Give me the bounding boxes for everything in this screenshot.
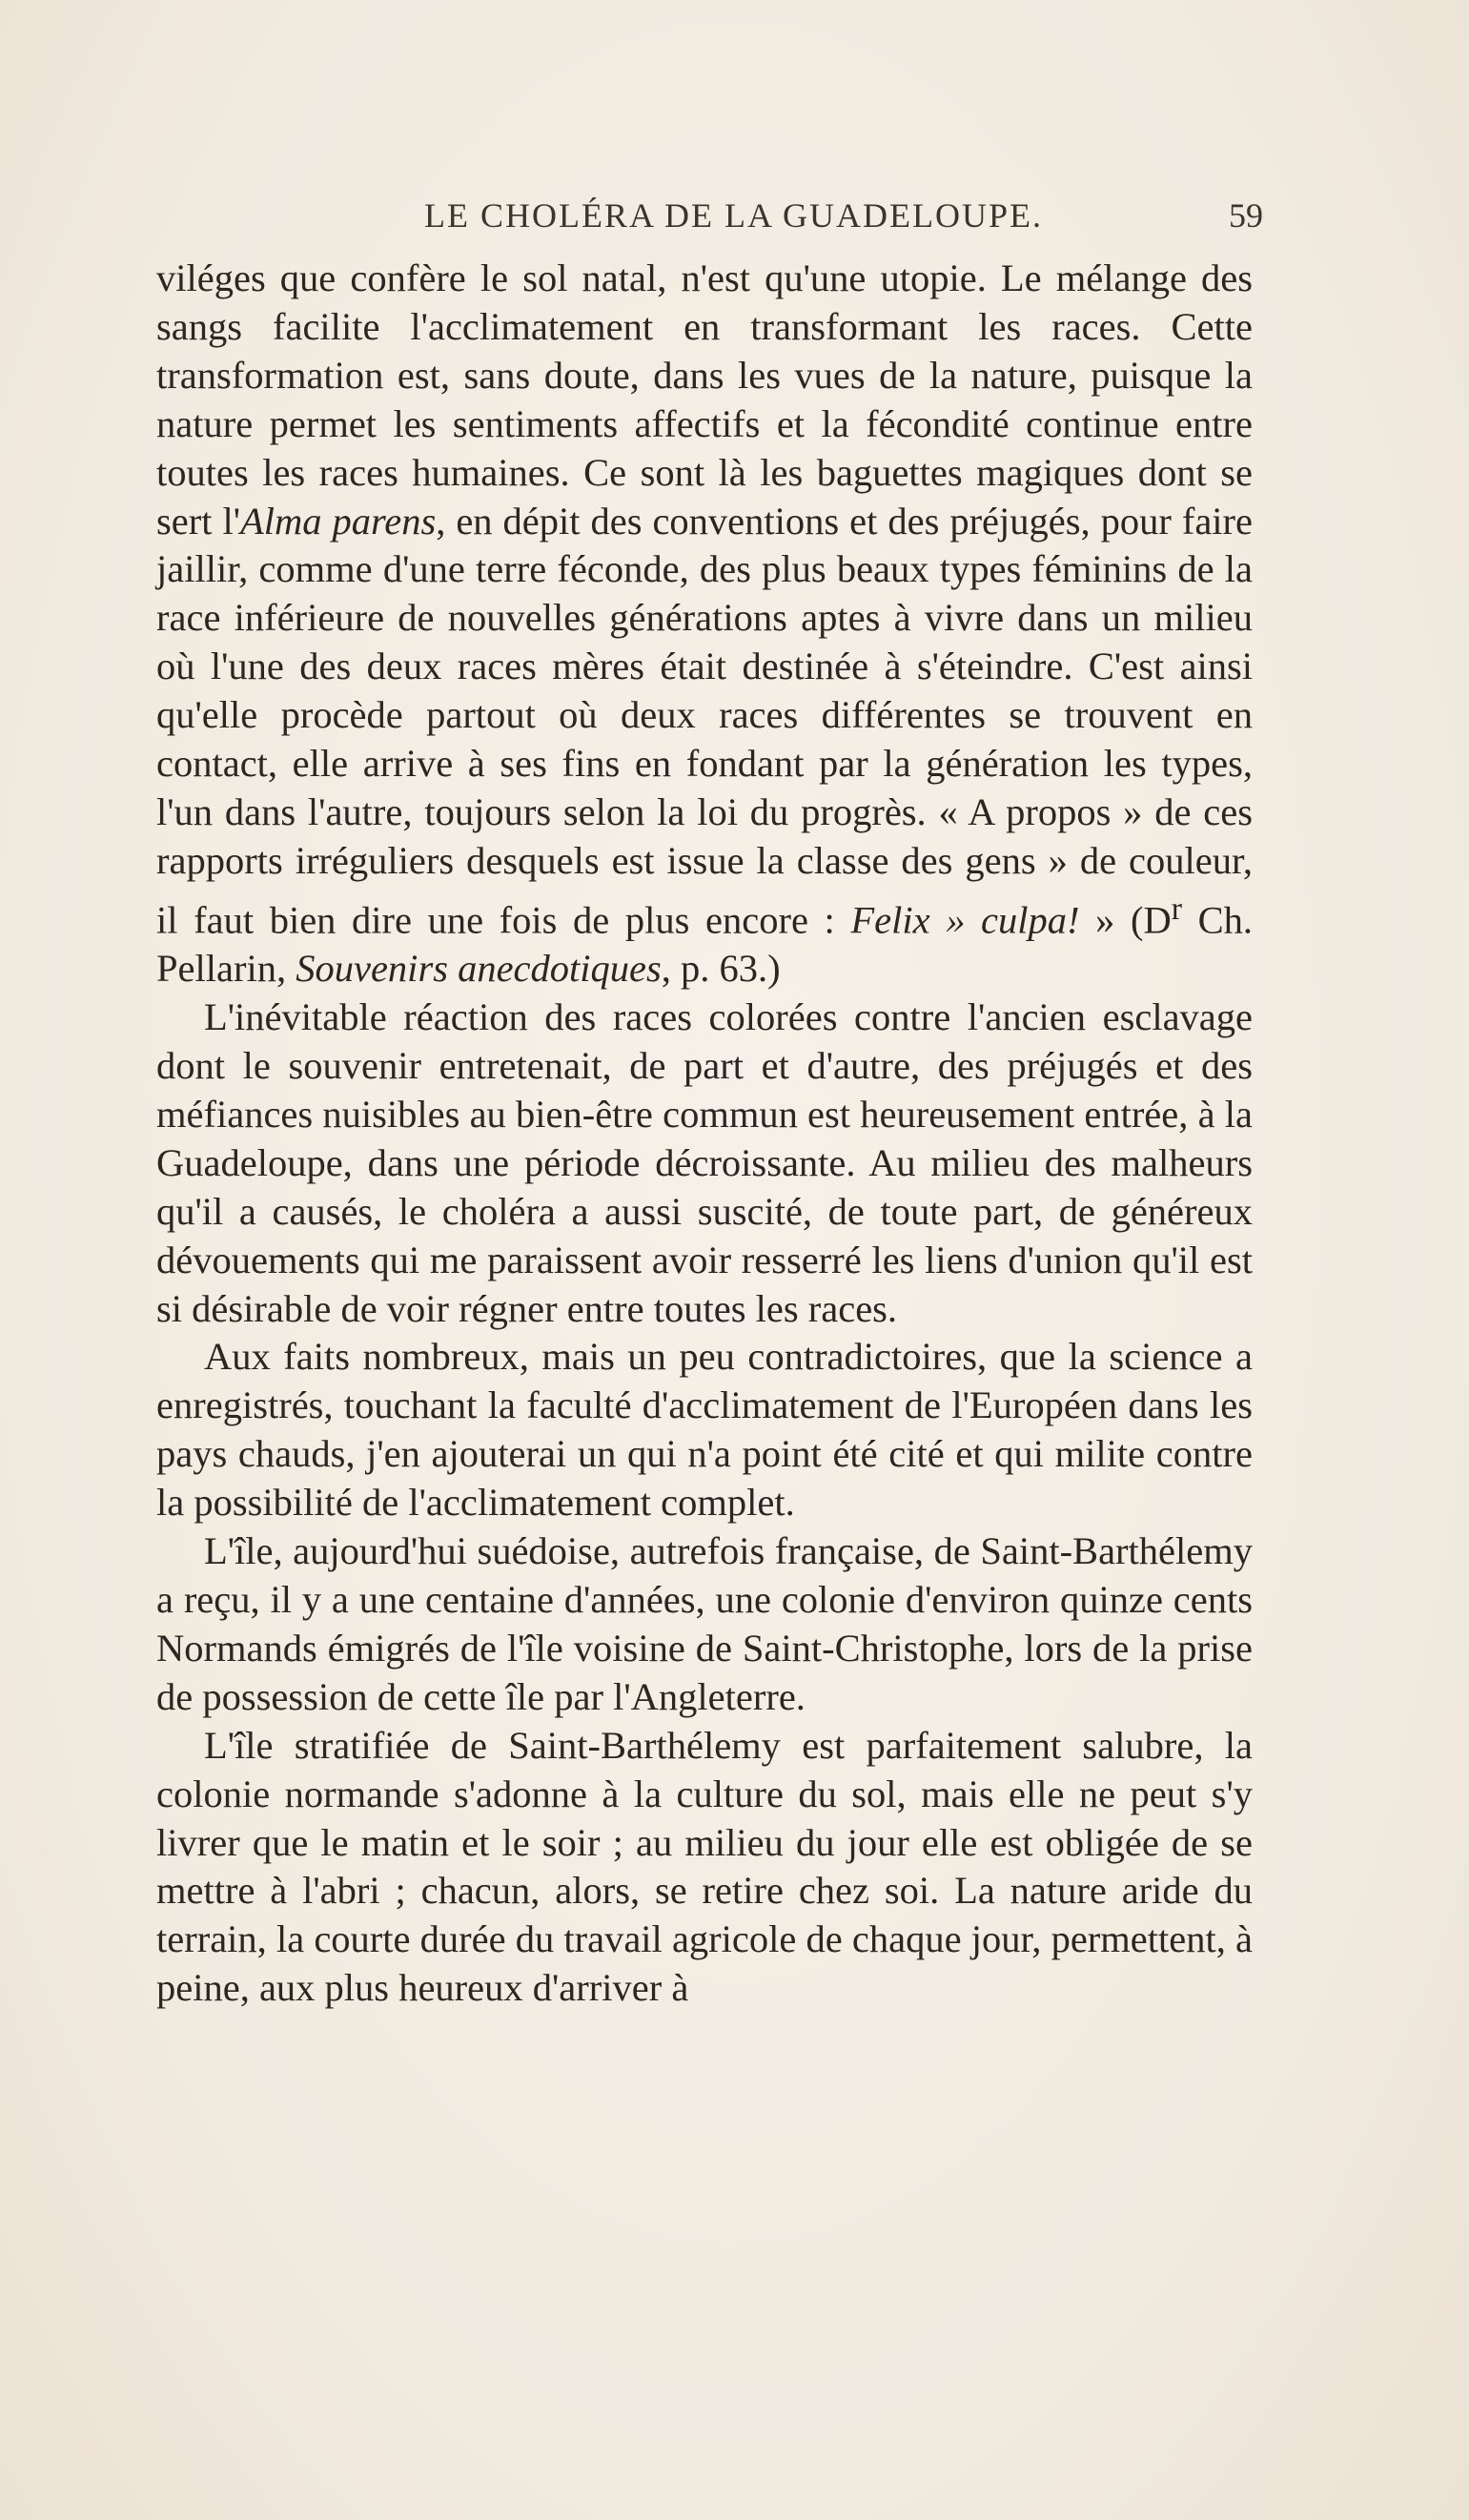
paragraph-3: Aux faits nombreux, mais un peu contradictoires, que la science a enregistrés, touchant la faculté d'acclimatement de l'Européen dans les pays chauds, j'en ajouterai un qui n'a point été cité et qui milite contre la possibilité de l'acclimatement complet. — [156, 1335, 1253, 1525]
alma-parens-italic: Alma parens — [240, 499, 437, 543]
paragraph-1-text-b: , en dépit des conventions et des préjugés, pour faire jaillir, comme d'une terre féconde, des plus beaux types féminins de la race inférieure de nouvelles générations aptes à vivre dans un milieu où l'une des deux races mères était destinée à s'éteindre. C'est ainsi qu'elle procède partout où deux races différentes se trouvent en contact, elle arrive à ses fins en fondant par la génération les types, l'un dans l'autre, toujours selon la loi du progrès. « A propos » de ces rapports irréguliers desquels est issue la classe des gens » de couleur, il faut bien dire une fois de plus encore : — [156, 499, 1254, 942]
felix-culpa-italic: Felix » culpa! — [850, 898, 1080, 942]
souvenirs-title-italic: Souvenirs anecdotiques — [296, 947, 662, 991]
paragraph-1-text-c: » (D — [1079, 898, 1172, 942]
running-head: LE CHOLÉRA DE LA GUADELOUPE. — [424, 196, 1043, 235]
paragraph-1-text-a: viléges que confère le sol natal, n'est qu'une utopie. Le mélange des sangs facilite l'acclimatement en transformant les races. Cette transformation est, sans doute, dans les vues de la nature, puisque la nature permet les sentiments affectifs et la fécondité continue entre toutes les races humaines. Ce sont là les baguettes magiques dont se sert l' — [156, 256, 1253, 543]
paragraph-1-text-e: , p. 63.) — [661, 947, 781, 991]
page-header — [157, 195, 1263, 243]
paragraph-1 — [156, 255, 1253, 994]
doctor-superscript: r — [1171, 891, 1182, 927]
paragraph-4: L'île, aujourd'hui suédoise, autrefois française, de Saint-Barthélemy a reçu, il y a une centaine d'années, une colonie d'environ quinze cents Normands émigrés de l'île voisine de Saint-Christophe, lors de la prise de possession de cette île par l'Angleterre. — [156, 1529, 1253, 1718]
paragraph-5: L'île stratifiée de Saint-Barthélemy est parfaitement salubre, la colonie normande s'adonne à la culture du sol, mais elle ne peut s'y livrer que le matin et le soir ; au milieu du jour elle est obligée de se mettre à l'abri ; chacun, alors, se retire chez soi. La nature aride du terrain, la courte durée du travail agricole de chaque jour, permettent, à peine, aux plus heureux d'arriver à — [156, 1723, 1253, 2010]
paragraph-2: L'inévitable réaction des races colorées contre l'ancien esclavage dont le souvenir entretenait, de part et d'autre, des préjugés et des méfiances nuisibles au bien-être commun est heureusement entrée, à la Guadeloupe, dans une période décroissante. Au milieu des malheurs qu'il a causés, le choléra a aussi suscité, de toute part, de généreux dévouements qui me paraissent avoir resserré les liens d'union qu'il est si désirable de voir régner entre toutes les races. — [156, 995, 1253, 1330]
body-text — [156, 255, 1253, 2013]
paragraph-1-text-d: Ch. Pellarin, — [156, 898, 1253, 991]
page-number: 59 — [1229, 196, 1263, 235]
